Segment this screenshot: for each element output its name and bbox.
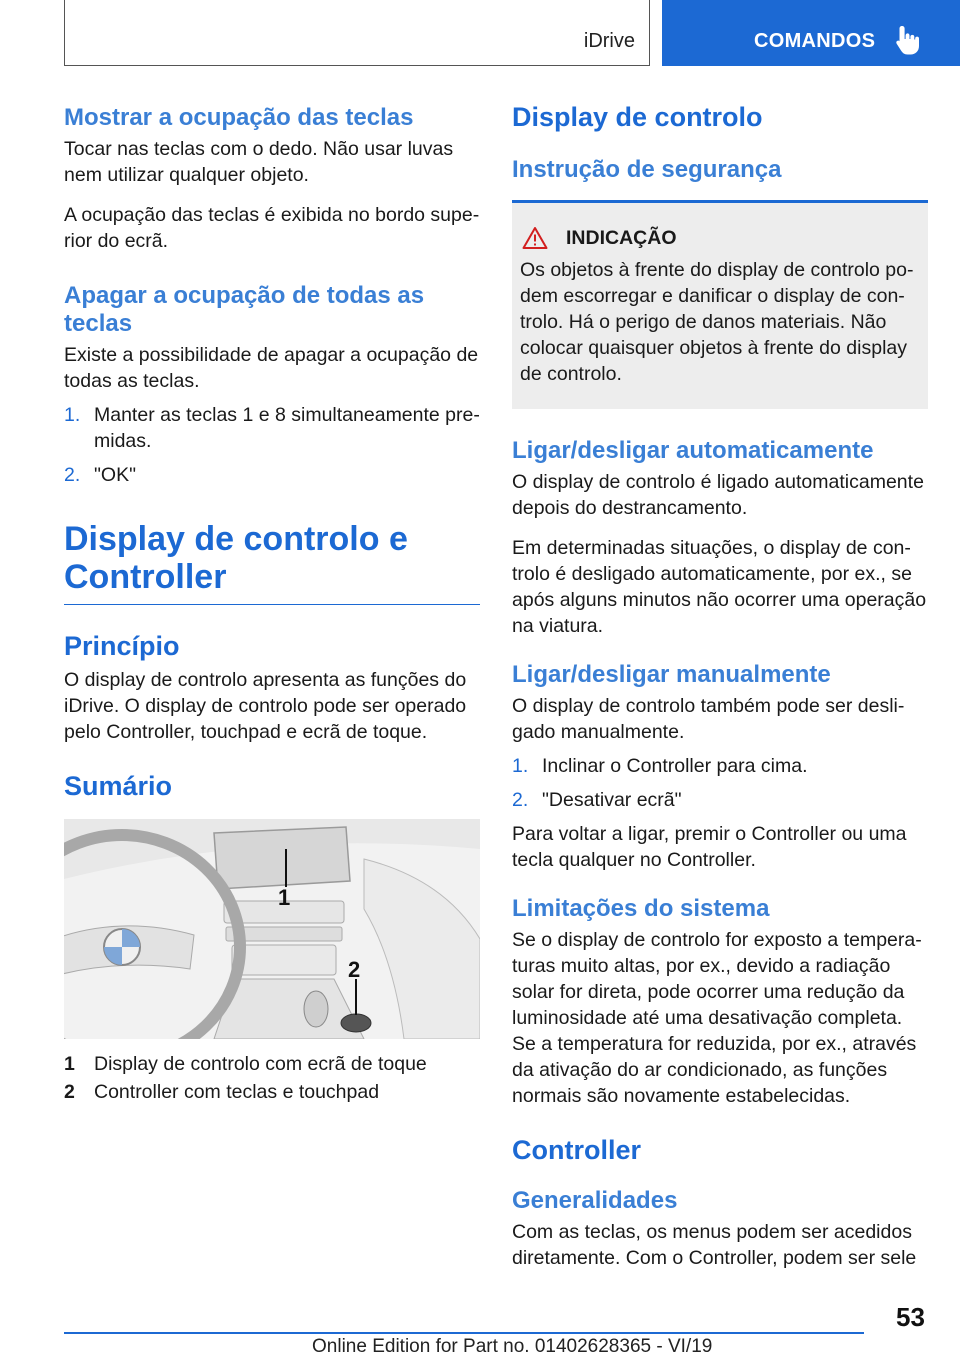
warning-triangle-icon [522,226,548,250]
heading-control-display-controller: Display de controlo e Controller [64,520,480,605]
heading-general: Generalidades [512,1187,678,1214]
list-item [512,787,928,813]
footer-rule [64,1332,864,1334]
list-item [64,402,480,454]
heading-controller: Controller [512,1135,642,1165]
paragraph: A ocupação das teclas é exibida no bordo superior do ecrã. [64,204,480,252]
heading-manual-on-off: Ligar/desligar manualmente [512,661,831,688]
paragraph: O display de controlo é ligado automaticamente depois do destrancamento. [512,471,924,519]
figure-label-1: 1 [278,885,291,910]
step-number: 2. [512,789,529,811]
heading-principle: Princípio [64,631,180,661]
heading-control-display: Display de controlo [512,102,763,132]
section-title: COMANDOS [754,30,876,52]
page-number: 53 [896,1302,925,1332]
step-text: "Desativar ecrã" [542,789,682,811]
left-column [64,100,480,1105]
steps-list [64,402,480,488]
heading-auto-on-off: Ligar/desligar automaticamente [512,437,874,464]
steps-list [512,753,928,813]
cockpit-illustration [64,819,480,1039]
legend-key: 2 [64,1081,75,1103]
step-number: 1. [512,755,529,777]
list-item [512,753,928,779]
heading-delete-all-keys: Apagar a ocupação de todas as teclas [64,282,425,337]
step-text: Inclinar o Controller para cima. [542,755,808,777]
paragraph: O display de controlo também pode ser desligado manualmente. [512,695,905,743]
header-chapter-box [64,0,650,66]
paragraph: Para voltar a ligar, premir o Controller ou uma tecla qualquer no Controller. [512,823,907,871]
header-section-box [662,0,960,66]
legend-item [64,1051,480,1077]
legend-text: Display de controlo com ecrã de toque [94,1053,427,1075]
right-column [512,100,928,1271]
heading-safety-instruction: Instrução de segurança [512,156,782,183]
legend-text: Controller com teclas e touchpad [94,1081,380,1103]
step-text: "OK" [94,464,137,486]
step-number: 1. [64,404,81,426]
cockpit-drawing [64,819,480,1039]
hand-pointer-icon [894,24,924,56]
chapter-title: iDrive [583,30,635,52]
paragraph: Com as teclas, os menus podem ser acedidos diretamente. Com o Controller, podem ser sele [512,1221,917,1269]
step-text: Manter as teclas 1 e 8 simultaneamente premidas. [94,404,480,452]
legend-key: 1 [64,1053,75,1075]
paragraph: Se o display de controlo for exposto a temperaturas muito altas, por ex., devido a radiação solar for direta, pode ocorrer uma redução da luminosidade até uma desativação completa. Se a temperatura for reduzida, por ex., através da ativação do ar condicionado, as funções normais são novamente estabelecidas. [512,929,922,1107]
notice-header [520,225,920,251]
paragraph: Em determinadas situações, o display de controlo é desligado automaticamente, por ex., se após alguns minutos não ocorrer uma operação na viatura. [512,537,927,637]
step-number: 2. [64,464,81,486]
notice-text: Os objetos à frente do display de controlo podem escorregar e danificar o display de controlo. Há o perigo de danos materiais. Não colocar quaisquer objetos à frente do display de controlo. [520,259,914,385]
paragraph: Existe a possibilidade de apagar a ocupação de todas as teclas. [64,344,479,392]
notice-title: INDICAÇÃO [566,226,677,249]
notice-box [512,203,928,409]
heading-show-key-assignment: Mostrar a ocupação das teclas [64,104,414,131]
paragraph: O display de controlo apresenta as funções do iDrive. O display de controlo pode ser operado pelo Controller, touchpad e ecrã de toque. [64,669,467,743]
heading-system-limits: Limitações do sistema [512,895,770,922]
footer-edition: Online Edition for Part no. 01402628365 - VI/19 [312,1336,713,1357]
legend-item [64,1079,480,1105]
heading-summary: Sumário [64,771,173,801]
paragraph: Tocar nas teclas com o dedo. Não usar luvas nem utilizar qualquer objeto. [64,138,454,186]
figure-label-2: 2 [348,957,361,982]
list-item [64,462,480,488]
